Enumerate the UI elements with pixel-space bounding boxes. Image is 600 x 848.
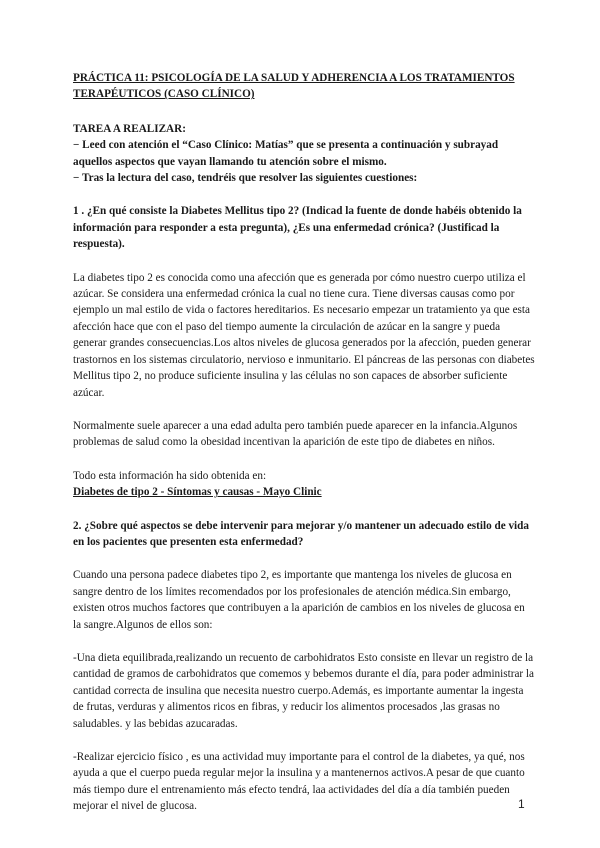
answer-1-paragraph: Normalmente suele aparecer a una edad adulta pero también puede aparecer en la infancia.Algunos problemas de salud como la obesidad incentivan la aparición de este tipo de diabetes en niños.: [73, 419, 518, 449]
question-1: 1 . ¿En qué consiste la Diabetes Mellitus tipo 2? (Indicad la fuente de donde habéis obtenido la información para responder a esta pregunta), ¿Es una enfermedad crónica? (Justificad la respuesta).: [73, 205, 522, 251]
source-link[interactable]: Diabetes de tipo 2 - Síntomas y causas - Mayo Clinic: [73, 486, 322, 499]
instruction-item: − Leed con atención el “Caso Clínico: Matías” que se presenta a continuación y subrayad aquellos aspectos que vayan llamando tu atención sobre el mismo.: [73, 139, 499, 168]
document-body: [73, 70, 535, 815]
answer-2-list-item: -Realizar ejercicio físico , es una actividad muy importante para el control de la diabetes, ya qué, nos ayuda a que el cuerpo pueda regular mejor la insulina y a mantenernos activos.A pesar de que cuanto más tiempo dure el entrenamiento más efecto tendrá, laa actividades del día a día también pueden mejorar el nivel de glucosa.: [73, 751, 525, 813]
answer-2-list-item: -Una dieta equilibrada,realizando un recuento de carbohidratos Esto consiste en llevar un registro de la cantidad de gramos de carbohidratos que comemos y bebemos durante el día, para poder administrar la cantidad correcta de insulina que necesita nuestro cuerpo.Además, es importante aumentar la ingesta de frutas, verduras y alimentos ricos en fibras, y reducir los alimentos procesados ,las grasas no saludables. y las bebidas azucaradas.: [73, 651, 535, 730]
document-title: PRÁCTICA 11: PSICOLOGÍA DE LA SALUD Y ADHERENCIA A LOS TRATAMIENTOS TERAPÉUTICOS (CASO CLÍNICO): [73, 72, 515, 101]
answer-1-paragraph: La diabetes tipo 2 es conocida como una afección que es generada por cómo nuestro cuerpo utiliza el azúcar. Se considera una enfermedad crónica la cual no tiene cura. Tiene diversas causas como por ejemplo un mal estilo de vida o factores hereditarios. Es necesario empezar un tratamiento ya que esta afección hace que con el paso del tiempo aumente la circulación de azúcar en la sangre y pueda generar grandes consecuencias.Los altos niveles de glucosa generados por la afección, pueden generar trastornos en los sistemas circulatorio, nervioso e inmunitario. El páncreas de las personas con diabetes Mellitus tipo 2, no produce suficiente insulina y las células no son capaces de absorber suficiente azúcar.: [73, 271, 535, 399]
page-number: 1: [518, 797, 525, 811]
question-2: 2. ¿Sobre qué aspectos se debe intervenir para mejorar y/o mantener un adecuado estilo de vida en los pacientes que presenten esta enfermedad?: [73, 519, 529, 548]
answer-2-paragraph: Cuando una persona padece diabetes tipo 2, es importante que mantenga los niveles de glucosa en sangre dentro de los límites recomendados por los profesionales de atención médica.Sin embargo, existen otros muchos factores que contribuyen a la aparición de cambios en los niveles de glucosa en la sangre.Algunos de ellos son:: [73, 569, 525, 631]
source-intro: Todo esta información ha sido obtenida en:: [73, 469, 267, 482]
instruction-item: − Tras la lectura del caso, tendréis que resolver las siguientes cuestiones:: [73, 172, 418, 185]
task-heading: TAREA A REALIZAR:: [73, 122, 186, 135]
